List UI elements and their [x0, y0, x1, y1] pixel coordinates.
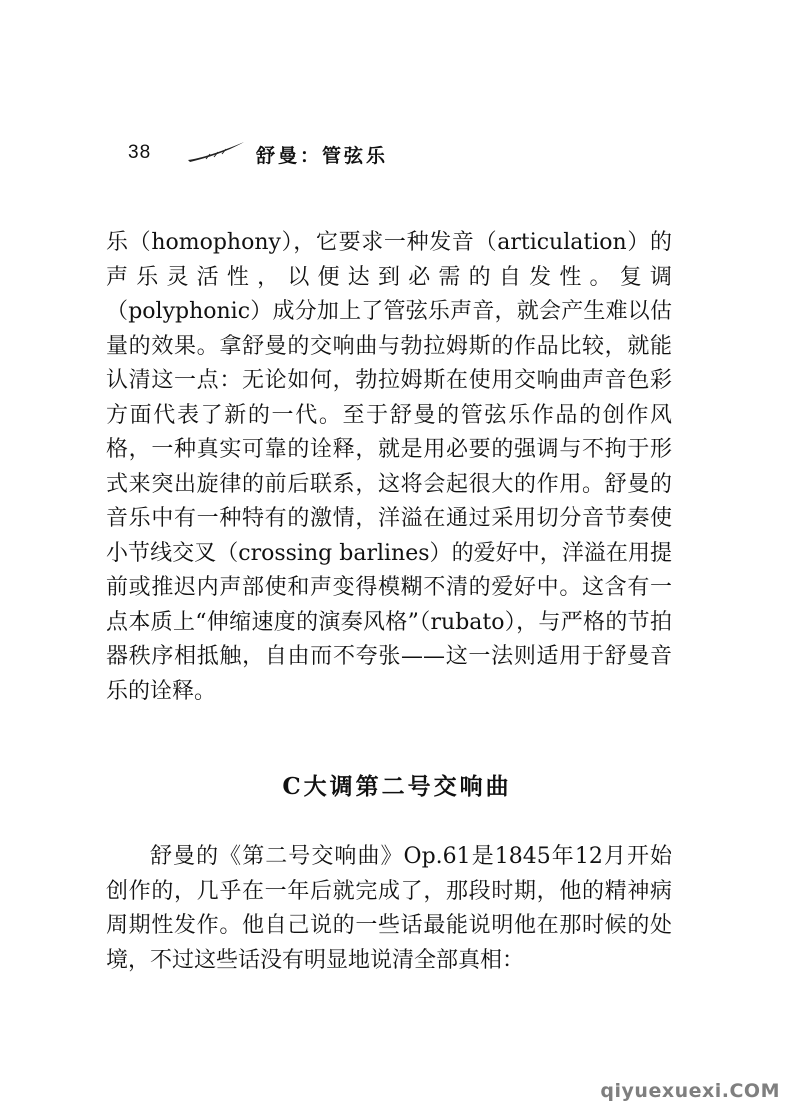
section-heading: C大调第二号交响曲	[282, 773, 512, 800]
running-title: 舒曼：管弦乐	[256, 145, 389, 167]
page-number: 38	[128, 142, 152, 163]
watermark: qiyuexuexi.COM	[600, 1080, 780, 1102]
quill-ornament-icon	[186, 140, 246, 164]
body-paragraph: 乐（homophony），它要求一种发音（articulation）的声乐灵活性，以便达到必需的自发性。复调（polyphonic）成分加上了管弦乐声音，就会产生难以估量的效果。拿舒曼的交响曲与勃拉姆斯的作品比较，就能认清这一点：无论如何，勃拉姆斯在使用交响曲声音色彩方面代表了新的一代。至于舒曼的管弦乐作品的创作风格，一种真实可靠的诠释，就是用必要的强调与不拘于形式来突出旋律的前后联系，这将会起很大的作用。舒曼的音乐中有一种特有的激情，洋溢在通过采用切分音节奏使小节线交叉（crossing barlines）的爱好中，洋溢在用提前或推迟内声部使和声变得模糊不清的爱好中。这含有一点本质上“伸缩速度的演奏风格”（rubato），与严格的节拍器秩序相抵触，自由而不夸张——这一法则适用于舒曼音乐的诠释。	[106, 230, 672, 704]
section-paragraph: 舒曼的《第二号交响曲》Op.61是1845年12月开始创作的，几乎在一年后就完成了，那段时期，他的精神病周期性发作。他自己说的一些话最能说明他在那时候的处境，不过这些话没有明显地说清全部真相：	[106, 844, 672, 973]
page-header	[128, 140, 488, 170]
